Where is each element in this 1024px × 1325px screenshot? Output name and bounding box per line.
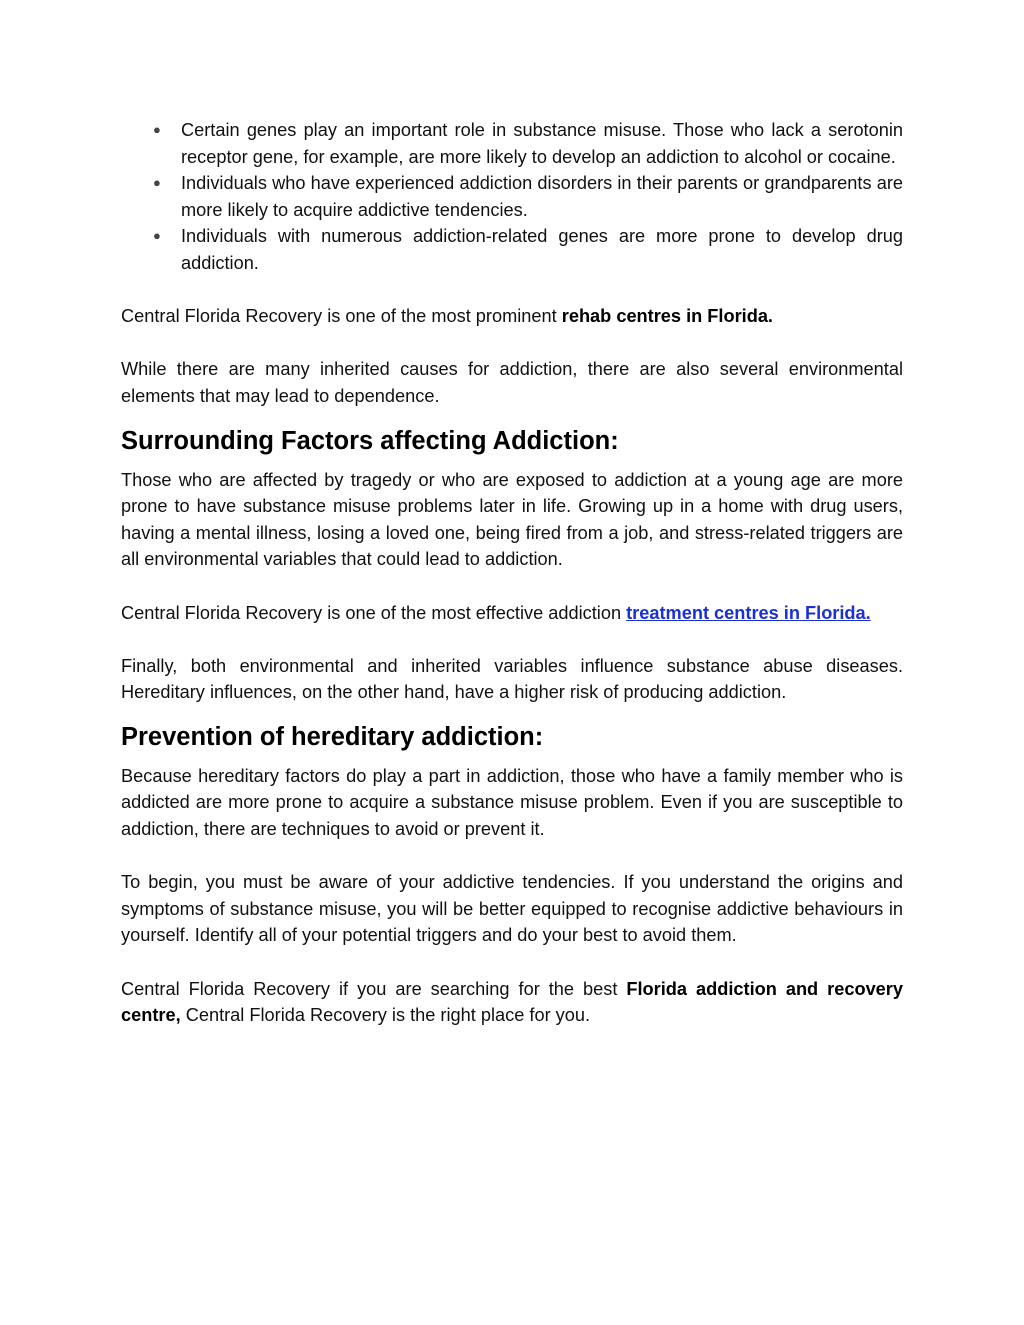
- list-item: [121, 223, 903, 276]
- bold-keyword: Florida addiction and recovery centre,: [121, 978, 903, 1026]
- paragraph-inherited-causes: While there are many inherited causes for addiction, there are also several environmental elements that may lead to dependence.: [121, 359, 903, 406]
- paragraph-hereditary-factors: Because hereditary factors do play a part in addiction, those who have a family member who is addicted are more prone to acquire a substance misuse problem. Even if you are susceptible to addiction, there are techniques to avoid or prevent it.: [121, 765, 903, 840]
- paragraph-rehab-centres: Central Florida Recovery is one of the most prominent rehab centres in Florida.: [121, 306, 773, 327]
- list-item-text: Individuals who have experienced addiction disorders in their parents or grandparents are more likely to acquire addictive tendencies.: [181, 173, 903, 220]
- list-item-text: Individuals with numerous addiction-related genes are more prone to develop drug addiction.: [181, 226, 903, 273]
- heading-surrounding-factors: Surrounding Factors affecting Addiction:: [121, 426, 619, 455]
- list-item: [121, 170, 903, 223]
- bullet-icon: ●: [153, 175, 161, 191]
- bullet-icon: ●: [153, 228, 161, 244]
- paragraph-awareness: To begin, you must be aware of your addictive tendencies. If you understand the origins and symptoms of substance misuse, you will be better equipped to recognise addictive behaviours in yourself. Identify all of your potential triggers and do your best to avoid them.: [121, 872, 903, 946]
- bullet-icon: ●: [153, 122, 161, 137]
- paragraph-recovery-centre: Central Florida Recovery if you are searching for the best Florida addiction and recovery centre, Central Florida Recovery is the right place for you.: [121, 978, 903, 1026]
- treatment-centres-link[interactable]: treatment centres in Florida.: [626, 602, 871, 623]
- heading-prevention: Prevention of hereditary addiction:: [121, 722, 544, 751]
- bold-keyword: rehab centres in Florida.: [561, 306, 773, 327]
- document-page: [121, 117, 903, 1029]
- paragraph-environmental-factors: Those who are affected by tragedy or who are exposed to addiction at a young age are more prone to have substance misuse problems later in life. Growing up in a home with drug users, having a mental illness, losing a loved one, being fired from a job, and stress-related triggers are all environmental variables that could lead to addiction.: [121, 469, 903, 570]
- paragraph-conclusion: Finally, both environmental and inherited variables influence substance abuse diseases. Hereditary influences, on the other hand, have a higher risk of producing addiction.: [121, 655, 903, 703]
- list-item-text: Certain genes play an important role in substance misuse. Those who lack a serotonin receptor gene, for example, are more likely to develop an addiction to alcohol or cocaine.: [181, 120, 903, 167]
- paragraph-treatment-centres: Central Florida Recovery is one of the most effective addiction treatment centres in Florida.: [121, 602, 871, 623]
- list-item: [121, 117, 903, 170]
- genetic-factors-list: [121, 117, 903, 277]
